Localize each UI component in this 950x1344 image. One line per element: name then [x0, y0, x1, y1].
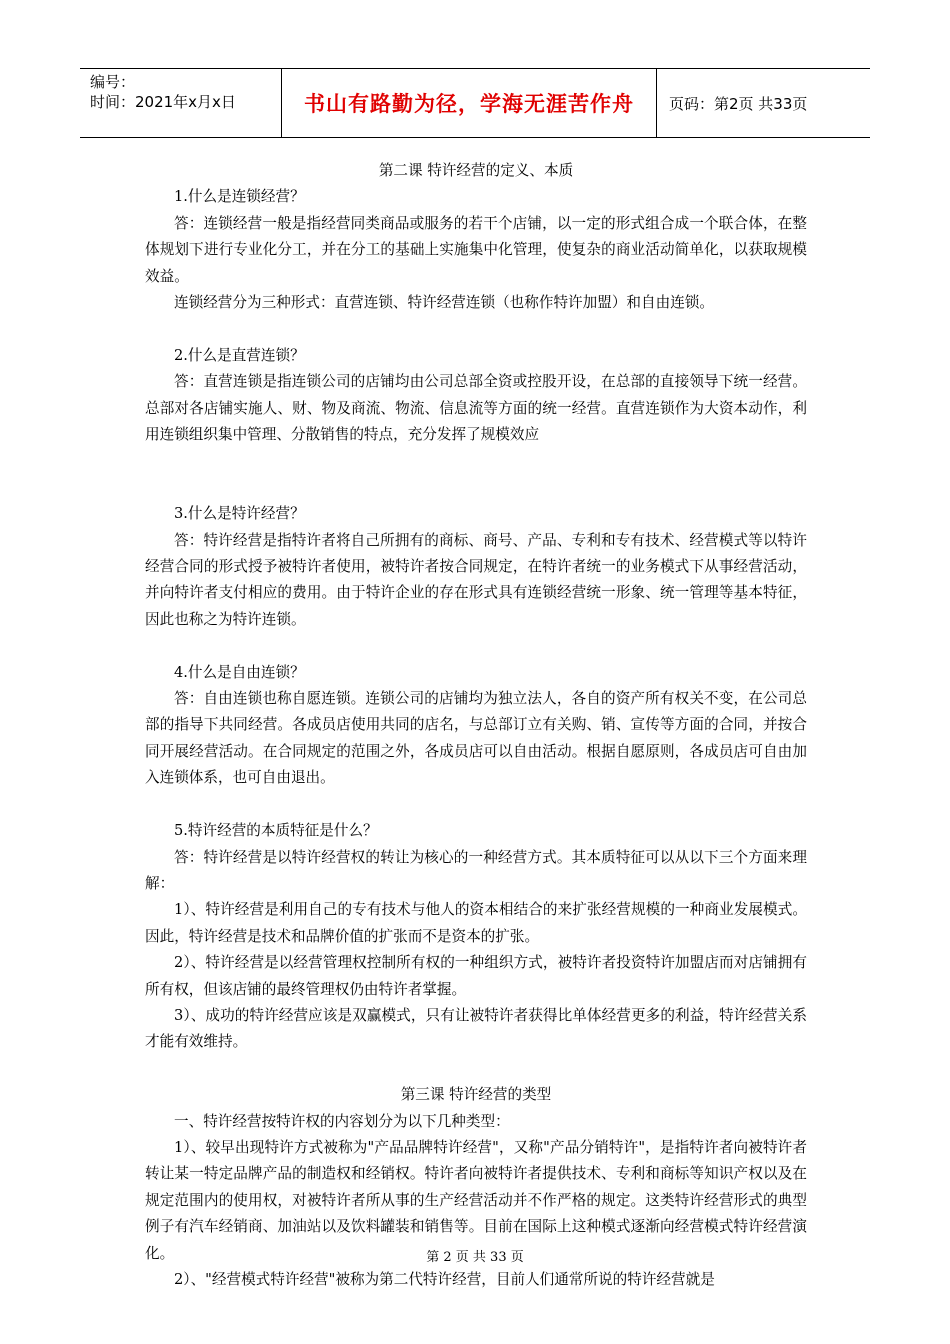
- answer-3: 答：特许经营是指特许者将自己所拥有的商标、商号、产品、专利和专有技术、经营模式等以特许经营合同的形式授予被特许者使用，被特许者按合同规定，在特许者统一的业务模式下从事经营活动，并向特许者支付相应的费用。由于特许企业的存在形式具有连锁经营统一形象、统一管理等基本特征，因此也称之为特许连锁。: [145, 531, 807, 628]
- question-1: 1.什么是连锁经营？: [174, 188, 305, 206]
- lesson3-intro: 一、特许经营按特许权的内容划分为以下几种类型：: [174, 1112, 510, 1130]
- answer-5: 答：特许经营是以特许经营权的转让为核心的一种经营方式。其本质特征可以从以下三个方面来理解：: [145, 848, 807, 892]
- question-5: 5.特许经营的本质特征是什么？: [174, 822, 378, 840]
- number-label: 编号：: [90, 73, 136, 91]
- answer-2: 答：直营连锁是指连锁公司的店铺均由公司总部全资或控股开设，在总部的直接领导下统一经营。总部对各店铺实施人、财、物及商流、物流、信息流等方面的统一经营。直营连锁作为大资本动作，利用连锁组织集中管理、分散销售的特点，充分发挥了规模效应: [145, 373, 807, 444]
- header-table: [80, 68, 870, 138]
- lesson3-type-1: 1）、较早出现特许方式被称为"产品品牌特许经营"，又称"产品分销特许"，是指特许者向被特许者转让某一特定品牌产品的制造权和经销权。特许者向被特许者提供技术、专利和商标等知识产权以及在规定范围内的使用权，对被特许者所从事的生产经营活动并不作严格的规定。这类特许经营形式的典型例子有汽车经销商、加油站以及饮料罐装和销售等。目前在国际上这种模式逐渐向经营模式特许经营演化。: [145, 1138, 807, 1262]
- motto: 书山有路勤为径，学海无涯苦作舟: [282, 69, 657, 137]
- answer-5-point-1: 1）、特许经营是利用自己的专有技术与他人的资本相结合的来扩张经营规模的一种商业发展模式。因此，特许经营是技术和品牌价值的扩张而不是资本的扩张。: [145, 901, 807, 945]
- answer-1b: 连锁经营分为三种形式：直营连锁、特许经营连锁（也称作特许加盟）和自由连锁。: [174, 294, 714, 312]
- lesson2-title: 第二课 特许经营的定义、本质: [378, 162, 574, 179]
- document-body: [145, 158, 807, 1293]
- lesson3-title: 第三课 特许经营的类型: [400, 1086, 552, 1104]
- page-info: 页码：第2页 共33页: [669, 94, 808, 113]
- page-footer: 第 2 页 共 33 页: [426, 1250, 524, 1265]
- date-label: 时间：2021年x月x日: [90, 93, 236, 111]
- question-4: 4.什么是自由连锁？: [174, 663, 305, 681]
- answer-5-point-3: 3）、成功的特许经营应该是双赢模式，只有让被特许者获得比单体经营更多的利益，特许经营关系才能有效维持。: [145, 1006, 807, 1051]
- answer-1: 答：连锁经营一般是指经营同类商品或服务的若干个店铺，以一定的形式组合成一个联合体，在整体规划下进行专业化分工，并在分工的基础上实施集中化管理，使复杂的商业活动简单化，以获取规模效益。: [145, 214, 807, 285]
- question-3: 3.什么是特许经营？: [174, 505, 305, 523]
- header-meta: [80, 69, 282, 137]
- answer-4: 答：自由连锁也称自愿连锁。连锁公司的店铺均为独立法人，各自的资产所有权关不变，在公司总部的指导下共同经营。各成员店使用共同的店名，与总部订立有关购、销、宣传等方面的合同，并按合同开展经营活动。在合同规定的范围之外，各成员店可以自由活动。根据自愿原则，各成员店可自由加入连锁体系，也可自由退出。: [145, 690, 807, 787]
- answer-5-point-2: 2）、特许经营是以经营管理权控制所有权的一种组织方式，被特许者投资特许加盟店而对店铺拥有所有权，但该店铺的最终管理权仍由特许者掌握。: [145, 954, 807, 998]
- lesson3-type-2: 2）、"经营模式特许经营"被称为第二代特许经营，目前人们通常所说的特许经营就是: [174, 1270, 715, 1288]
- question-2: 2.什么是直营连锁？: [174, 346, 305, 364]
